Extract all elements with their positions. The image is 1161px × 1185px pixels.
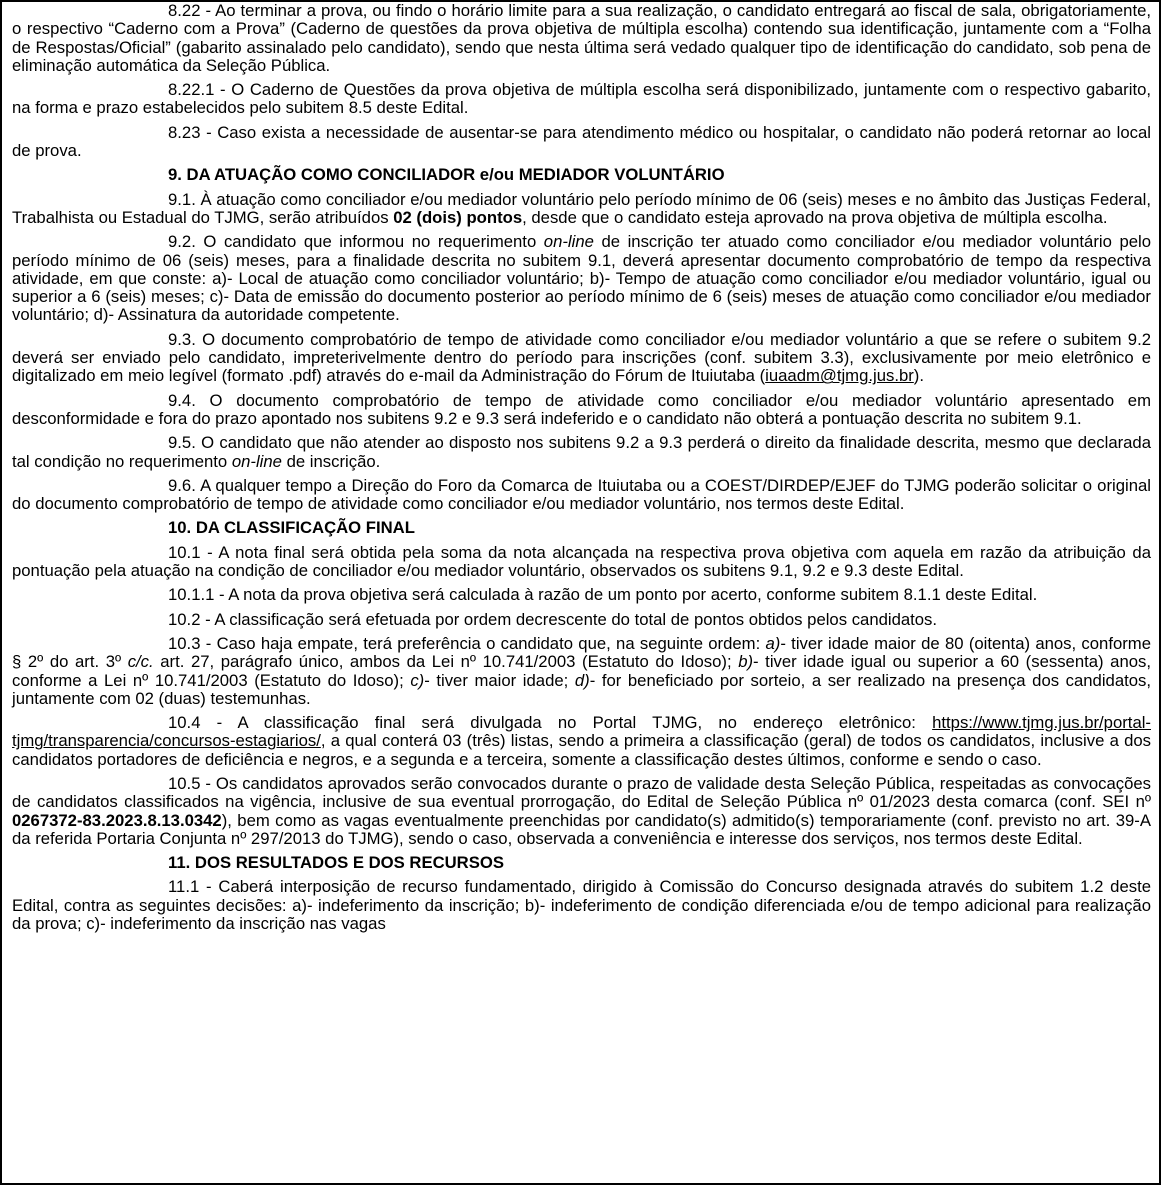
paragraph-9-1 (12, 191, 1151, 228)
paragraph-9-5 (12, 434, 1151, 471)
section-heading-9: 9. DA ATUAÇÃO COMO CONCILIADOR e/ou MEDIADOR VOLUNTÁRIO (168, 165, 725, 185)
text-run: ). (913, 366, 924, 386)
paragraph-11-1 (12, 878, 1151, 933)
text-run: 11.1 - Caberá interposição de recurso fundamentado, dirigido à Comissão do Concurso designada através do subitem 1.2 deste Edital, contra as seguintes decisões: a)- indeferimento da inscrição; b)- indeferimento de condição diferenciada e/ou de tempo adicional para realização da prova; c)- indeferimento da inscrição nas vagas (12, 877, 1151, 934)
text-run: 8.23 - Caso exista a necessidade de ausentar-se para atendimento médico ou hospitalar, o candidato não poderá retornar ao local de prova. (12, 122, 1151, 161)
underlined-link[interactable]: https://www.tjmg.jus.br/portal-tjmg/transparencia/concursos-estagiarios/ (12, 713, 1151, 751)
text-run: 9.4. O documento comprobatório de tempo de atividade como conciliador e/ou mediador voluntário apresentado em desconformidade e fora do prazo apontado nos subitens 9.2 e 9.3 será indeferido e o candidato não obterá a pontuação descrita no subitem 9.1. (12, 390, 1151, 428)
text-run: - tiver maior idade; (424, 670, 575, 690)
text-run: 10.1 - A nota final será obtida pela soma da nota alcançada na respectiva prova objetiva com aquela em razão da atribuição da pontuação pela atuação na condição de conciliador e/ou mediador voluntário, observados os subitens 9.1, 9.2 e 9.3 deste Edital. (12, 542, 1151, 581)
paragraph-10-2 (12, 611, 1151, 629)
text-run: 8.22 - Ao terminar a prova, ou findo o horário limite para a sua realização, o candidato entregará ao fiscal de sala, obrigatoriamente, o respectivo “Caderno com a Prova” (Caderno de questões da prova objetiva de múltipla escolha) contendo sua identificação, juntamente com a “Folha de Respostas/Oficial” (gabarito assinalado pelo candidato), sendo que nesta última será vedado qualquer tipo de identificação do candidato, sob pena de eliminação automática da Seleção Pública. (12, 1, 1151, 75)
text-run: 10.4 - A classificação final será divulgada no Portal TJMG, no endereço eletrônico: (168, 713, 933, 733)
paragraph-8-22-1 (12, 81, 1151, 118)
italic-text: a) (765, 633, 781, 653)
text-run: 10.5 - Os candidatos aprovados serão convocados durante o prazo de validade desta Seleção Pública, respeitadas as convocações de candidatos classificados na vigência, inclusive de sua eventual prorrogação, do Edital de Seleção Pública nº 01/2023 desta comarca (conf. SEI nº (12, 773, 1151, 812)
text-run: - for beneficiado por sorteio, a ser realizado na presença dos candidatos, juntamente com 02 (duas) testemunhas. (12, 670, 1152, 708)
section-heading-11: 11. DOS RESULTADOS E DOS RECURSOS (168, 853, 504, 873)
text-run: de inscrição. (281, 451, 381, 471)
paragraph-10-1-1 (12, 586, 1151, 604)
paragraph-8-23 (12, 124, 1151, 161)
paragraph-8-22 (12, 2, 1151, 75)
text-run: ), bem como as vagas eventualmente preenchidas por candidato(s) admitido(s) temporariamente (conf. previsto no art. 39-A da referida Portaria Conjunta nº 297/2013 do TJMG), sendo o caso, observada a conveniência e interesse dos serviços, nos termos deste Edital. (12, 810, 1151, 848)
text-run: 9.5. O candidato que não atender ao disposto nos subitens 9.2 a 9.3 perderá o direito da finalidade descrita, mesmo que declarada tal condição no requerimento (12, 433, 1151, 471)
text-run: 9.6. A qualquer tempo a Direção do Foro da Comarca de Ituiutaba ou a COEST/DIRDEP/EJEF do TJMG poderão solicitar o original do documento comprobatório de tempo de atividade como conciliador e/ou mediador voluntário, nos termos deste Edital. (12, 475, 1151, 514)
paragraph-9-2 (12, 233, 1151, 324)
paragraph-10-5 (12, 775, 1151, 848)
bold-text: 02 (dois) pontos (393, 207, 523, 227)
text-run: , a qual conterá 03 (três) listas, sendo a primeira a classificação (geral) de todos os candidatos, inclusive a dos candidatos portadores de deficiência e negros, e a segunda e a terceira, somente a classificação destes últimos, conforme e sendo o caso. (12, 731, 1151, 769)
italic-text: d) (574, 670, 590, 690)
text-run: 10.1.1 - A nota da prova objetiva será calculada à razão de um ponto por acerto, conforme subitem 8.1.1 deste Edital. (168, 585, 1038, 605)
italic-text: on-line (543, 232, 594, 252)
italic-text: b) (738, 652, 754, 672)
paragraph-9-6 (12, 477, 1151, 514)
bold-text: 0267372-83.2023.8.13.0342 (12, 810, 222, 830)
paragraph-10-1 (12, 544, 1151, 581)
paragraph-9-4 (12, 392, 1151, 429)
text-run: 9.1. À atuação como conciliador e/ou mediador voluntário pelo período mínimo de 06 (seis) meses e no âmbito das Justiças Federal, Trabalhista ou Estadual do TJMG, serão atribuídos (12, 189, 1151, 227)
italic-text: on-line (231, 451, 282, 471)
text-run: , desde que o candidato esteja aprovado na prova objetiva de múltipla escolha. (522, 207, 1108, 227)
text-run: de inscrição ter atuado como conciliador e/ou mediador voluntário pelo período mínimo de 06 (seis) meses, para a finalidade descrita no subitem 9.1, deverá apresentar documento comprobatório de tempo da respectiva atividade, em que conste: a)- Local de atuação como conciliador voluntário; b)- Tempo de atuação como conciliador e/ou mediador voluntário, igual ou superior a 6 (seis) meses; c)- Data de emissão do documento posterior ao período mínimo de 6 (seis) meses de atuação como conciliador e/ou mediador voluntário; d)- Assinatura da autoridade competente. (12, 232, 1151, 325)
italic-text: c) (410, 670, 425, 690)
text-run: - tiver idade igual ou superior a 60 (sessenta) anos, conforme a Lei nº 10.741/2003 (Estatuto do Idoso); (12, 652, 1152, 690)
underlined-link[interactable]: iuaadm@tjmg.jus.br (765, 366, 914, 386)
text-run: 9.3. O documento comprobatório de tempo de atividade como conciliador e/ou mediador voluntário a que se refere o subitem 9.2 deverá ser enviado pelo candidato, impreterivelmente dentro do período para inscrições (conf. subitem 3.3), exclusivamente por meio eletrônico e digitalizado em meio legível (formato .pdf) através do e-mail da Administração do Fórum de Ituiutaba ( (12, 329, 1151, 386)
text-run: - tiver idade maior de 80 (oitenta) anos, conforme § 2º do art. 3º (12, 633, 1151, 672)
paragraph-9-3 (12, 331, 1151, 386)
text-run: 8.22.1 - O Caderno de Questões da prova objetiva de múltipla escolha será disponibilizado, juntamente com o respectivo gabarito, na forma e prazo estabelecidos pelo subitem 8.5 deste Edital. (12, 80, 1151, 118)
italic-text: c/c. (127, 652, 154, 672)
paragraph-10-3 (12, 635, 1151, 708)
text-run: 9.2. O candidato que informou no requerimento (168, 232, 544, 252)
text-run: 10.3 - Caso haja empate, terá preferência o candidato que, na seguinte ordem: (168, 633, 766, 653)
text-run: art. 27, parágrafo único, ambos da Lei nº 10.741/2003 (Estatuto do Idoso); (153, 652, 739, 672)
paragraph-10-4 (12, 714, 1151, 769)
text-run: 10.2 - A classificação será efetuada por ordem decrescente do total de pontos obtidos pelos candidatos. (168, 609, 938, 629)
section-heading-10: 10. DA CLASSIFICAÇÃO FINAL (168, 518, 415, 538)
